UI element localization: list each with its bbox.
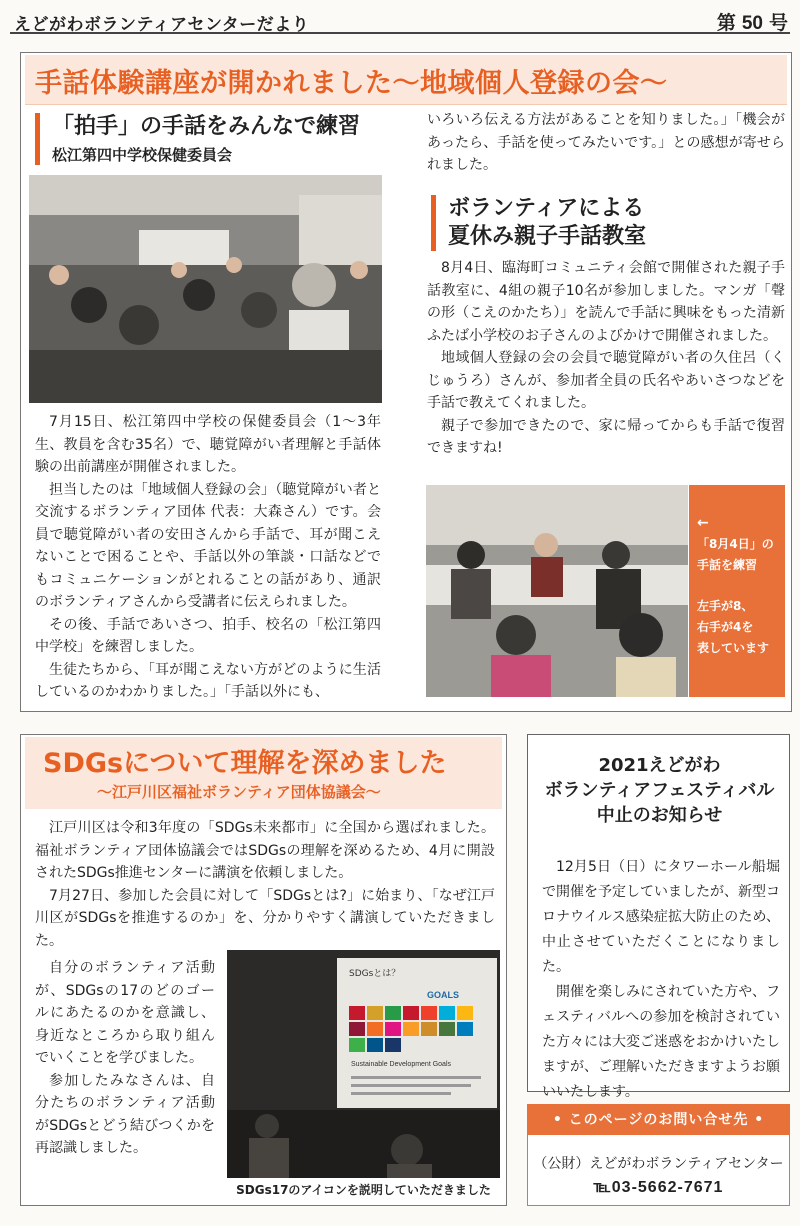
screen-goals: GOALS	[427, 990, 460, 1000]
contact-phone: ℡03-5662-7671	[593, 1179, 724, 1196]
sdgs-photo-caption: SDGs17のアイコンを説明していただきました	[236, 1183, 491, 1197]
festival-title-line1: 2021えどがわ	[598, 755, 721, 776]
festival-title-line3: 中止のお知らせ	[596, 805, 723, 826]
festival-title	[528, 753, 791, 828]
caption-line-5: 表しています	[697, 641, 770, 655]
contact-organization: （公財）えどがわボランティアセンター	[533, 1156, 784, 1172]
section2-para-3: 親子で参加できたので、家に帰ってからも手話で復習できますね!	[427, 417, 785, 456]
section1-para-4: 生徒たちから、「耳が聞こえない方がどのように生活しているのかわかりました。」「手話以外にも、	[35, 661, 381, 700]
section1-heading	[35, 113, 360, 165]
section1-para-3: その後、手話であいさつ、拍手、校名の「松江第四中学校」を練習しました。	[35, 616, 381, 655]
sdgs-lecture-photo	[227, 950, 500, 1178]
festival-para-2: 開催を楽しみにされていた方や、フェスティバルへの参加を検討されていた方々には大変ご迷惑をおかけいたしますが、ご理解いただきますようお願いいたします。	[542, 984, 780, 1100]
section2-para-2: 地域個人登録の会の会員で聴覚障がい者の久住呂（くじゅうろ）さんが、参加者全員の氏名やあいさつなどを手話で教えてくれました。	[427, 350, 785, 411]
section1-continued-text: いろいろ伝える方法があることを知りました。」「機会があったら、手話を使ってみたいです。」との感想が寄せられました。	[427, 112, 785, 173]
classroom-photo	[29, 175, 382, 403]
sdgs-subtitle: 〜江戸川区福祉ボランティア団体協議会〜	[97, 783, 381, 801]
festival-notice	[527, 734, 790, 1100]
caption-line-4: 右手が4を	[697, 620, 754, 634]
screen-title: SDGsとは？	[349, 969, 401, 979]
section2-body	[427, 257, 785, 460]
festival-title-line2: ボランティアフェスティバル	[544, 780, 775, 801]
sdgs-lecture-photo-image	[227, 950, 500, 1178]
contact-box	[527, 1104, 790, 1206]
section1-para-2: 担当したのは「地域個人登録の会」（聴覚障がい者と交流するボランティア団体 代表：大森さん）です。会員で聴覚障がい者の安田さんから手話で、耳が聞こえないことで困ることや、手話以外の筆談・口話などでもコミュニケーションがとれることの話があり、通訳のボランティアさんから受講者に伝えられました。	[35, 481, 381, 610]
sdgs-narrow-body	[35, 957, 215, 1160]
sdgs-narrow-para-1: 自分のボランティア活動が、SDGsの17のどのゴールにあたるのかを意識し、身近なところから取り組んでいくことを学びました。	[35, 960, 215, 1066]
caption-arrow-icon: ←	[697, 515, 709, 531]
section1-continued	[427, 109, 785, 177]
sign-language-article	[20, 52, 792, 712]
page-header	[10, 6, 790, 34]
section2-para-1: 8月4日、臨海町コミュニティ会館で開催された親子手話教室に、4組の親子10名が参加しました。マンガ「聲の形（こえのかたち）」を読んで手話に興味をもった清新ふたば小学校のお子さんのよびかけで開催されました。	[427, 260, 785, 344]
sdgs-para-2: 7月27日、参加した会員に対して「SDGsとは?」に始まり、「なぜ江戸川区がSDGsを推進するのか」を、分かりやすく講演していただきました。	[35, 887, 495, 949]
caption-line-2: 手話を練習	[697, 558, 758, 572]
contact-heading: • このページのお問い合せ先 •	[528, 1105, 789, 1135]
section2-title-line1: ボランティアによる	[448, 196, 645, 221]
sdgs-para-1: 江戸川区は令和3年度の「SDGs未来都市」に全国から選ばれました。福祉ボランティア団体協議会ではSDGsの理解を深めるため、4月に開設されたSDGs推進センターに講演を依頼しました。	[35, 820, 495, 881]
festival-para-1: 12月5日（日）にタワーホール船堀で開催を予定していましたが、新型コロナウイルス感染症拡大防止のため、中止させていただくことになりました。	[542, 859, 780, 975]
section2-title-line2: 夏休み親子手話教室	[448, 224, 647, 249]
issue-prefix: 第	[716, 12, 736, 34]
sdgs-banner	[25, 737, 502, 809]
sdgs-title: SDGsについて理解を深めました	[43, 748, 447, 779]
section1-subtitle: 松江第四中学校保健委員会	[52, 146, 233, 164]
festival-body	[542, 855, 780, 1105]
issue-num: 50	[741, 13, 763, 34]
sdgs-article	[20, 734, 507, 1206]
screen-footer: Sustainable Development Goals	[351, 1061, 452, 1068]
family-class-photo	[426, 485, 688, 697]
caption-line-3: 左手が8、	[697, 599, 754, 613]
section2-heading	[431, 195, 646, 251]
top-banner	[25, 55, 787, 105]
classroom-photo-image	[29, 175, 382, 403]
caption-line-1: 「8月4日」の	[697, 537, 774, 551]
family-class-photo-image	[426, 485, 688, 697]
section1-title: 「拍手」の手話をみんなで練習	[52, 114, 361, 139]
section1-para-1: 7月15日、松江第四中学校の保健委員会（1〜3年生、教員を含む35名）で、聴覚障がい者理解と手話体験の出前講座が開催されました。	[35, 414, 381, 475]
issue-suffix: 号	[768, 12, 788, 34]
top-banner-title: 手話体験講座が開かれました〜地域個人登録の会〜	[35, 68, 668, 99]
newsletter-title: えどがわボランティアセンターだより	[14, 15, 310, 35]
issue-number	[717, 8, 788, 35]
family-photo-caption	[689, 485, 785, 697]
sdgs-narrow-para-2: 参加したみなさんは、自分たちのボランティア活動がSDGsとどう結びつくかを再認識しました。	[35, 1072, 215, 1156]
sdgs-body	[35, 817, 495, 952]
section1-body	[35, 411, 381, 704]
